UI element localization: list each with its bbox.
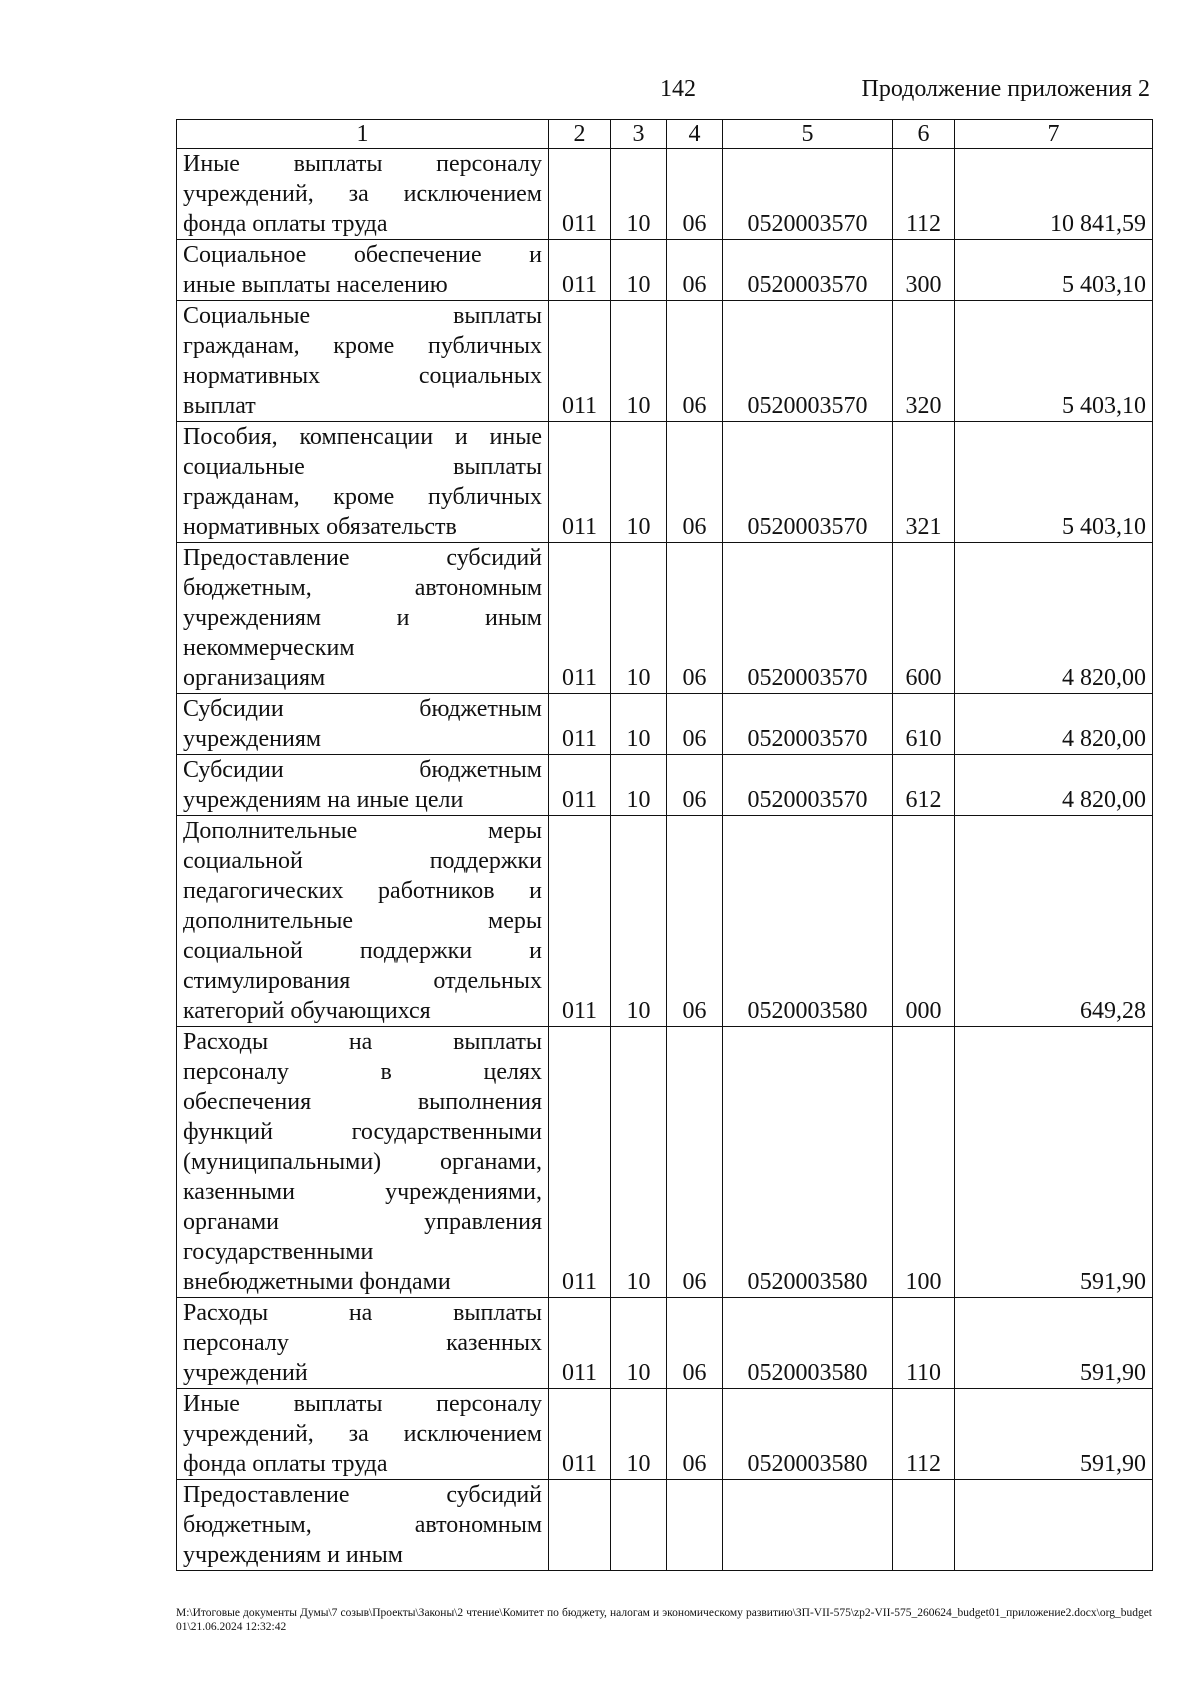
expense-type-code: 000 [893,816,955,1027]
row-description [177,1027,549,1298]
expense-type-code: 112 [893,1389,955,1480]
amount-value: 10 841,59 [955,149,1153,240]
target-article-code [723,1480,893,1571]
amount-value: 4 820,00 [955,543,1153,694]
target-article-code: 0520003580 [723,1027,893,1298]
description-line: Социальное обеспечение и [183,242,542,268]
description-line: персоналу казенных [183,1330,542,1356]
description-line: Субсидии бюджетным [183,696,542,722]
subsection-code: 06 [667,301,723,422]
description-line: нормативных обязательств [183,514,457,540]
row-description [177,694,549,755]
target-article-code: 0520003580 [723,816,893,1027]
column-header: 3 [611,120,667,149]
description-line: бюджетным, автономным [183,1512,542,1538]
row-description [177,1480,549,1571]
description-line: учреждениям и иным [183,1542,403,1568]
description-line: (муниципальными) органами, [183,1149,542,1175]
description-line: фонда оплаты труда [183,1451,388,1477]
description-line: учреждениям на иные цели [183,787,464,813]
subsection-code: 06 [667,240,723,301]
column-header: 6 [893,120,955,149]
target-article-code: 0520003580 [723,1298,893,1389]
amount-value: 649,28 [955,816,1153,1027]
description-line: Предоставление субсидий [183,545,542,571]
description-line: органами управления [183,1209,542,1235]
document-path-footer: M:\Итоговые документы Думы\7 созыв\Проекты\Законы\2 чтение\Комитет по бюджету, налогам и экономическому развитию\ЗП-VII-575\zp2-VII-575_260624_budget01_приложение2.docx\org_budget01\21.06.2024 12:32:42 [176,1607,1152,1633]
description-line: Расходы на выплаты [183,1029,542,1055]
description-line: Предоставление субсидий [183,1482,542,1508]
ministry-code: 011 [549,1389,611,1480]
expense-type-code: 300 [893,240,955,301]
description-line: Расходы на выплаты [183,1300,542,1326]
amount-value: 5 403,10 [955,301,1153,422]
description-line: стимулирования отдельных [183,968,542,994]
description-line: социальной поддержки [183,848,542,874]
target-article-code: 0520003570 [723,543,893,694]
column-header: 1 [177,120,549,149]
subsection-code: 06 [667,816,723,1027]
amount-value: 591,90 [955,1389,1153,1480]
expense-type-code: 100 [893,1027,955,1298]
section-code: 10 [611,1298,667,1389]
section-code: 10 [611,1389,667,1480]
description-line: категорий обучающихся [183,998,431,1024]
description-line: Субсидии бюджетным [183,757,542,783]
ministry-code: 011 [549,1298,611,1389]
row-description [177,301,549,422]
section-code: 10 [611,816,667,1027]
description-line: учреждениям и иным [183,605,542,631]
subsection-code: 06 [667,543,723,694]
target-article-code: 0520003570 [723,755,893,816]
description-line: учреждений, за исключением [183,1421,542,1447]
target-article-code: 0520003580 [723,1389,893,1480]
budget-table [176,119,1153,1571]
description-line: обеспечения выполнения [183,1089,542,1115]
expense-type-code [893,1480,955,1571]
description-line: Иные выплаты персоналу [183,1391,542,1417]
description-line: фонда оплаты труда [183,211,388,237]
subsection-code: 06 [667,1298,723,1389]
expense-type-code: 112 [893,149,955,240]
amount-value: 5 403,10 [955,240,1153,301]
description-line: учреждениям [183,726,322,752]
target-article-code: 0520003570 [723,149,893,240]
table-row [177,543,1153,694]
description-line: Дополнительные меры [183,818,542,844]
description-line: учреждений [183,1360,308,1386]
expense-type-code: 612 [893,755,955,816]
subsection-code: 06 [667,694,723,755]
subsection-code: 06 [667,1027,723,1298]
description-line: социальной поддержки и [183,938,542,964]
subsection-code: 06 [667,149,723,240]
column-header: 7 [955,120,1153,149]
amount-value: 591,90 [955,1027,1153,1298]
table-row [177,694,1153,755]
ministry-code: 011 [549,301,611,422]
table-header-row [177,120,1153,149]
section-code: 10 [611,694,667,755]
row-description [177,422,549,543]
ministry-code: 011 [549,1027,611,1298]
amount-value [955,1480,1153,1571]
column-header: 5 [723,120,893,149]
column-header: 4 [667,120,723,149]
section-code: 10 [611,543,667,694]
description-line: организациям [183,665,326,691]
description-line: педагогических работников и [183,878,542,904]
section-code [611,1480,667,1571]
table-row [177,1298,1153,1389]
ministry-code: 011 [549,755,611,816]
ministry-code: 011 [549,543,611,694]
ministry-code: 011 [549,240,611,301]
subsection-code [667,1480,723,1571]
section-code: 10 [611,301,667,422]
target-article-code: 0520003570 [723,240,893,301]
expense-type-code: 610 [893,694,955,755]
table-row [177,1027,1153,1298]
description-line: Иные выплаты персоналу [183,151,542,177]
description-line: Социальные выплаты [183,303,542,329]
table-row [177,149,1153,240]
table-row [177,422,1153,543]
expense-type-code: 110 [893,1298,955,1389]
description-line: иные выплаты населению [183,272,448,298]
ministry-code: 011 [549,694,611,755]
section-code: 10 [611,755,667,816]
description-line: дополнительные меры [183,908,542,934]
description-line: гражданам, кроме публичных [183,484,542,510]
description-line: казенными учреждениями, [183,1179,542,1205]
row-description [177,1298,549,1389]
description-line: выплат [183,393,256,419]
ministry-code: 011 [549,422,611,543]
expense-type-code: 600 [893,543,955,694]
amount-value: 4 820,00 [955,755,1153,816]
target-article-code: 0520003570 [723,694,893,755]
amount-value: 591,90 [955,1298,1153,1389]
description-line: гражданам, кроме публичных [183,333,542,359]
subsection-code: 06 [667,1389,723,1480]
section-code: 10 [611,240,667,301]
page-number: 142 [660,76,696,102]
table-row [177,755,1153,816]
table-row [177,1480,1153,1571]
table-row [177,240,1153,301]
description-line: учреждений, за исключением [183,181,542,207]
target-article-code: 0520003570 [723,301,893,422]
section-code: 10 [611,149,667,240]
row-description [177,755,549,816]
row-description [177,816,549,1027]
row-description [177,1389,549,1480]
table-row [177,1389,1153,1480]
continuation-label: Продолжение приложения 2 [861,76,1150,102]
ministry-code [549,1480,611,1571]
amount-value: 4 820,00 [955,694,1153,755]
description-line: Пособия, компенсации и иные [183,424,542,450]
target-article-code: 0520003570 [723,422,893,543]
description-line: персоналу в целях [183,1059,542,1085]
section-code: 10 [611,422,667,543]
description-line: функций государственными [183,1119,542,1145]
amount-value: 5 403,10 [955,422,1153,543]
description-line: внебюджетными фондами [183,1269,451,1295]
description-line: государственными [183,1239,374,1265]
expense-type-code: 321 [893,422,955,543]
row-description [177,543,549,694]
ministry-code: 011 [549,816,611,1027]
subsection-code: 06 [667,422,723,543]
description-line: некоммерческим [183,635,355,661]
column-header: 2 [549,120,611,149]
description-line: социальные выплаты [183,454,542,480]
expense-type-code: 320 [893,301,955,422]
table-row [177,816,1153,1027]
row-description [177,240,549,301]
section-code: 10 [611,1027,667,1298]
subsection-code: 06 [667,755,723,816]
table-row [177,301,1153,422]
description-line: нормативных социальных [183,363,542,389]
row-description [177,149,549,240]
description-line: бюджетным, автономным [183,575,542,601]
ministry-code: 011 [549,149,611,240]
